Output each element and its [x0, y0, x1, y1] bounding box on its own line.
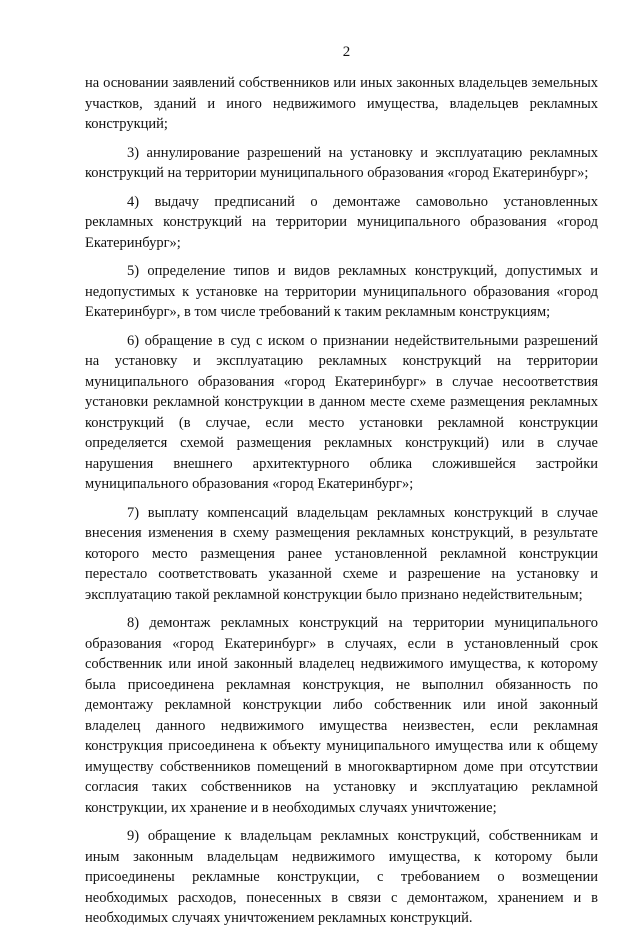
paragraph-item-8: 8) демонтаж рекламных конструкций на территории муниципального образования «город Екатеринбург» в случаях, если в установленный срок собственник или иной законный владелец недвижимого имущества, к которому была присоединена рекламная конструкция, не выполнил обязанность по демонтажу рекламной конструкции либо собственник или иной законный владелец данного недвижимого имущества неизвестен, если рекламная конструкция присоединена к объекту муниципального имущества или к общему имуществу собственников помещений в многоквартирном доме при отсутствии согласия таких собственников на установку и эксплуатацию рекламной конструкции, их хранение и в необходимых случаях уничтожение;	[85, 615, 598, 816]
paragraph-item-7: 7) выплату компенсаций владельцам рекламных конструкций в случае внесения изменения в схему размещения рекламных конструкций, в результате которого место размещения ранее установленной рекламной конструкции перестало соответствовать указанной схеме и разрешение на установку и эксплуатацию такой рекламной конструкции было признано недействительным;	[85, 504, 598, 603]
paragraph-item-6: 6) обращение в суд с иском о признании недействительными разрешений на установку и эксплуатацию рекламных конструкций на территории муниципального образования «город Екатеринбург» в случае несоответствия установки рекламной конструкции в данном месте схеме размещения рекламных конструкций (в случае, если место установки рекламной конструкции определяется схемой размещения рекламных конструкций) или в случае нарушения внешнего архитектурного облика сложившейся застройки муниципального образования «город Екатеринбург»;	[85, 332, 598, 492]
paragraph-item-3: 3) аннулирование разрешений на установку и эксплуатацию рекламных конструкций на территории муниципального образования «город Екатеринбург»;	[85, 144, 598, 181]
paragraph-item-4: 4) выдачу предписаний о демонтаже самовольно установленных рекламных конструкций на территории муниципального образования «город Екатеринбург»;	[85, 193, 598, 251]
page-number: 2	[342, 44, 351, 60]
paragraph-continuation: на основании заявлений собственников или иных законных владельцев земельных участков, зданий и иного недвижимого имущества, владельцев рекламных конструкций;	[85, 75, 598, 132]
paragraph-item-5: 5) определение типов и видов рекламных конструкций, допустимых и недопустимых к установке на территории муниципального образования «город Екатеринбург», в том числе требований к таким рекламным конструкциям;	[85, 263, 598, 320]
paragraph-item-9: 9) обращение к владельцам рекламных конструкций, собственникам и иным законным владельцам недвижимого имущества, к которому были присоединены рекламные конструкции, с требованием о возмещении необходимых расходов, понесенных в связи с демонтажом, хранением и в необходимых случаях уничтожением рекламных конструкций.	[85, 828, 598, 926]
